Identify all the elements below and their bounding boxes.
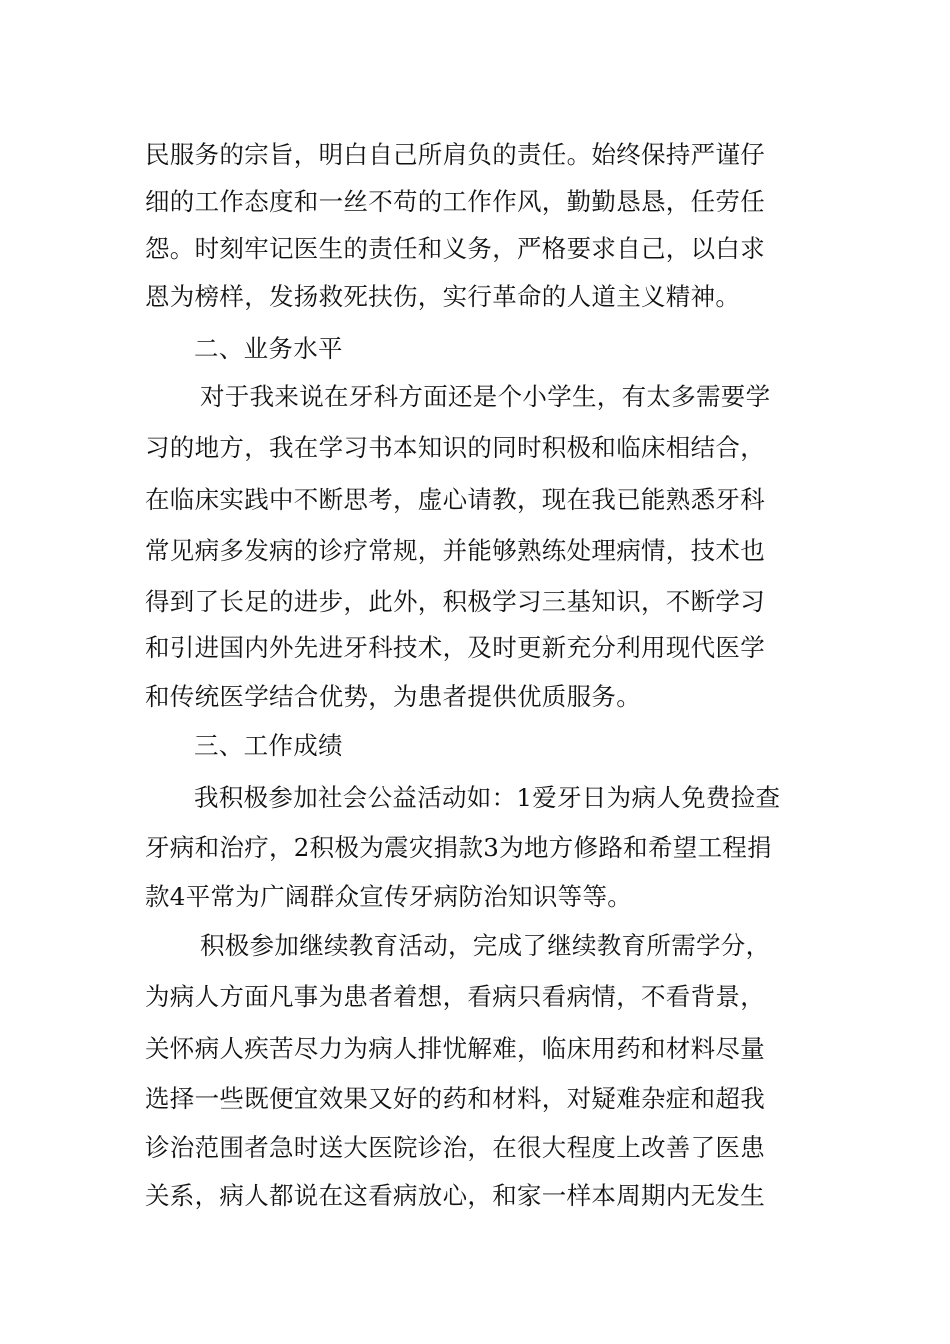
text-line: 在临床实践中不断思考，虚心请教，现在我已能熟悉牙科 (145, 485, 765, 514)
section-heading: 二、业务水平 (194, 334, 343, 363)
text-line: 积极参加继续教育活动，完成了继续教育所需学分， (200, 931, 771, 960)
text-line: 对于我来说在牙科方面还是个小学生，有太多需要学 (200, 382, 771, 411)
text-line: 怨。时刻牢记医生的责任和义务，严格要求自己，以白求 (145, 234, 765, 263)
text-line: 常见病多发病的诊疗常规，并能够熟练处理病情，技术也 (145, 536, 765, 565)
text-line: 和传统医学结合优势，为患者提供优质服务。 (145, 682, 641, 711)
text-line: 选择一些既便宜效果又好的药和材料，对疑难杂症和超我 (145, 1084, 765, 1113)
text-line: 民服务的宗旨，明白自己所肩负的责任。始终保持严谨仔 (145, 140, 765, 169)
text-line: 细的工作态度和一丝不苟的工作作风，勤勤恳恳，任劳任 (145, 187, 765, 216)
text-line: 恩为榜样，发扬救死扶伤，实行革命的人道主义精神。 (145, 282, 741, 311)
text-line: 为病人方面凡事为患者着想，看病只看病情，不看背景， (145, 982, 765, 1011)
text-line: 得到了长足的进步，此外，积极学习三基知识，不断学习 (145, 587, 765, 616)
text-line: 我积极参加社会公益活动如：1爱牙日为病人免费捡查 (194, 783, 781, 812)
text-line: 习的地方，我在学习书本知识的同时积极和临床相结合， (145, 433, 765, 462)
text-line: 关系，病人都说在这看病放心，和家一样本周期内无发生 (145, 1181, 765, 1210)
text-line: 牙病和治疗，2积极为震灾捐款3为地方修路和希望工程捐 (145, 833, 772, 862)
text-line: 诊治范围者急时送大医院诊治，在很大程度上改善了医患 (145, 1133, 765, 1162)
text-line: 款4平常为广阔群众宣传牙病防治知识等等。 (145, 882, 633, 911)
section-heading: 三、工作成绩 (194, 731, 343, 760)
text-line: 关怀病人疾苦尽力为病人排忧解难，临床用药和材料尽量 (145, 1034, 765, 1063)
text-line: 和引进国内外先进牙科技术，及时更新充分利用现代医学 (145, 633, 765, 662)
